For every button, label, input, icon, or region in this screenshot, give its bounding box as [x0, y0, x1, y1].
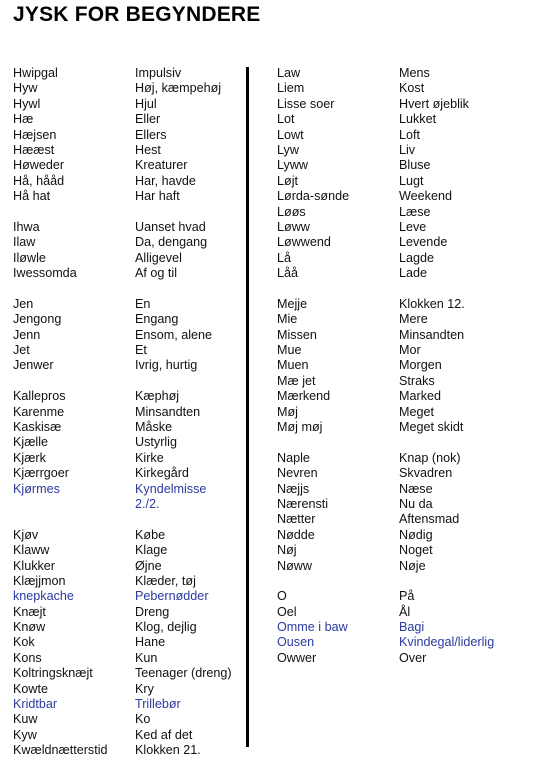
- jysk-word: Knæjt: [13, 604, 46, 619]
- jysk-word: Kuw: [13, 712, 38, 727]
- danish-translation: Hvert øjeblik: [399, 96, 469, 111]
- jysk-word: Kaskisæ: [13, 419, 62, 434]
- danish-translation: Eller: [135, 112, 161, 127]
- jysk-word: Hyw: [13, 81, 38, 96]
- danish-translation: Aftensmad: [399, 512, 460, 527]
- danish-translation: Levende: [399, 235, 448, 250]
- jysk-word: Knøw: [13, 620, 46, 635]
- jysk-word: Jenn: [13, 327, 41, 342]
- danish-translation: På: [399, 589, 415, 604]
- danish-translation: Kirkegård: [135, 466, 189, 481]
- danish-translation: Lagde: [399, 250, 435, 265]
- jysk-word: Nødde: [277, 527, 315, 542]
- danish-translation: Har, havde: [135, 173, 196, 188]
- danish-translation: Straks: [399, 373, 435, 388]
- danish-translation: Loft: [399, 127, 421, 142]
- danish-translation: Dreng: [135, 604, 170, 619]
- danish-translation: Har haft: [135, 189, 180, 204]
- jysk-word: Kjærk: [13, 450, 46, 465]
- danish-translation: Da, dengang: [135, 235, 208, 250]
- danish-translation: Kun: [135, 650, 158, 665]
- jysk-word: Lyww: [277, 158, 309, 173]
- danish-translation: Meget skidt: [399, 419, 464, 434]
- jysk-word: Muen: [277, 358, 309, 373]
- danish-translation: Minsandten: [399, 327, 465, 342]
- page-title: JYSK FOR BEGYNDERE: [13, 3, 261, 26]
- jysk-word: Kjøv: [13, 527, 39, 542]
- column-divider: [246, 67, 249, 747]
- jysk-word: Mue: [277, 343, 302, 358]
- jysk-word: Iwessomda: [13, 266, 77, 281]
- jysk-word: Kons: [13, 650, 42, 665]
- jysk-word: Jengong: [13, 312, 62, 327]
- danish-translation: Hane: [135, 635, 166, 650]
- jysk-word: Koltringsknæjt: [13, 666, 93, 681]
- jysk-word: Lå: [277, 250, 292, 265]
- danish-translation: Kæphøj: [135, 389, 180, 404]
- danish-translation: Næse: [399, 481, 433, 496]
- danish-translation: Bluse: [399, 158, 431, 173]
- jysk-word: O: [277, 589, 287, 604]
- danish-translation: Af og til: [135, 266, 177, 281]
- danish-translation: Kirke: [135, 450, 164, 465]
- danish-translation: Kvindegal/liderlig: [399, 635, 495, 650]
- danish-translation: Liv: [399, 142, 416, 157]
- danish-translation: Alligevel: [135, 250, 182, 265]
- jysk-word: Hæjsen: [13, 127, 57, 142]
- danish-translation: Ko: [135, 712, 151, 727]
- jysk-word: Mie: [277, 312, 298, 327]
- jysk-word: Hywl: [13, 96, 41, 111]
- danish-translation: Kry: [135, 681, 154, 696]
- jysk-word: Hå, hååd: [13, 173, 65, 188]
- jysk-word: Møj møj: [277, 419, 323, 434]
- jysk-word: Møj: [277, 404, 298, 419]
- jysk-word: Kyw: [13, 727, 37, 742]
- danish-translation: Nøje: [399, 558, 426, 573]
- jysk-word: knepkache: [13, 589, 74, 604]
- jysk-word: Klaww: [13, 543, 50, 558]
- danish-translation: Uanset hvad: [135, 219, 206, 234]
- danish-translation: Marked: [399, 389, 441, 404]
- jysk-word: Hæ: [13, 112, 34, 127]
- jysk-word: Nøww: [277, 558, 312, 573]
- jysk-word: Ihwa: [13, 219, 40, 234]
- jysk-word: Nøj: [277, 543, 297, 558]
- jysk-word: Låå: [277, 266, 299, 281]
- danish-translation: Købe: [135, 527, 166, 542]
- jysk-word: Kridtbar: [13, 697, 58, 712]
- danish-translation: Mens: [399, 66, 430, 80]
- danish-translation: Knap (nok): [399, 450, 461, 465]
- jysk-word: Law: [277, 66, 301, 80]
- jysk-word: Kjørmes: [13, 481, 60, 496]
- jysk-word: Nevren: [277, 466, 318, 481]
- danish-translation: Mor: [399, 343, 421, 358]
- jysk-word: Jet: [13, 343, 30, 358]
- jysk-word: Kjærrgoer: [13, 466, 69, 481]
- jysk-word: Løjt: [277, 173, 298, 188]
- jysk-word: Hå hat: [13, 189, 51, 204]
- jysk-word: Nærensti: [277, 496, 329, 511]
- danish-translation: Over: [399, 650, 427, 665]
- danish-translation: Impulsiv: [135, 66, 182, 80]
- jysk-word: Missen: [277, 327, 317, 342]
- jysk-word: Klæjjmon: [13, 573, 66, 588]
- danish-translation: Et: [135, 343, 147, 358]
- jysk-word: Nætter: [277, 512, 316, 527]
- danish-translation: Pebernødder: [135, 589, 209, 604]
- jysk-word: Oel: [277, 604, 297, 619]
- jysk-word: Løwwend: [277, 235, 331, 250]
- jysk-word: Lyw: [277, 142, 299, 157]
- jysk-word: Lowt: [277, 127, 304, 142]
- jysk-word: Løøs: [277, 204, 306, 219]
- danish-translation: Klokken 12.: [399, 296, 465, 311]
- danish-translation: Skvadren: [399, 466, 453, 481]
- danish-translation: En: [135, 296, 151, 311]
- jysk-word: Mærkend: [277, 389, 331, 404]
- jysk-word: Omme i baw: [277, 620, 348, 635]
- jysk-word: Kallepros: [13, 389, 66, 404]
- danish-translation: Lade: [399, 266, 428, 281]
- danish-translation: Hest: [135, 142, 161, 157]
- danish-translation: Nu da: [399, 496, 433, 511]
- jysk-word: Næjjs: [277, 481, 310, 496]
- jysk-word: Mæ jet: [277, 373, 316, 388]
- jysk-word: Jenwer: [13, 358, 54, 373]
- danish-translation: Ked af det: [135, 727, 193, 742]
- jysk-word: Ousen: [277, 635, 315, 650]
- danish-translation: Trillebør: [135, 697, 181, 712]
- danish-translation: Noget: [399, 543, 433, 558]
- danish-translation: Kost: [399, 81, 425, 96]
- jysk-word: Kok: [13, 635, 35, 650]
- jysk-word: Klukker: [13, 558, 55, 573]
- jysk-word: Lørda-sønde: [277, 189, 350, 204]
- danish-translation: Hjul: [135, 96, 157, 111]
- danish-translation: Minsandten: [135, 404, 201, 419]
- danish-translation: Øjne: [135, 558, 162, 573]
- jysk-word: Iløwle: [13, 250, 46, 265]
- danish-translation: Nødig: [399, 527, 433, 542]
- jysk-word: Hææst: [13, 142, 55, 157]
- danish-translation: Klokken 21.: [135, 743, 201, 758]
- jysk-word: Høweder: [13, 158, 65, 173]
- danish-translation: Teenager (dreng): [135, 666, 232, 681]
- danish-translation: Engang: [135, 312, 179, 327]
- danish-translation: Ellers: [135, 127, 167, 142]
- jysk-word: Karenme: [13, 404, 65, 419]
- jysk-word: Owwer: [277, 650, 317, 665]
- danish-translation: Weekend: [399, 189, 452, 204]
- jysk-word: Mejje: [277, 296, 308, 311]
- danish-translation: Meget: [399, 404, 435, 419]
- jysk-word: Kjælle: [13, 435, 48, 450]
- jysk-word: Lot: [277, 112, 295, 127]
- danish-translation: Lukket: [399, 112, 437, 127]
- danish-translation: Mere: [399, 312, 428, 327]
- danish-translation: Høj, kæmpehøj: [135, 81, 222, 96]
- danish-translation: Måske: [135, 419, 173, 434]
- danish-translation: Ensom, alene: [135, 327, 213, 342]
- jysk-word: Kwældnætterstid: [13, 743, 108, 758]
- danish-translation: Ustyrlig: [135, 435, 177, 450]
- danish-translation: Leve: [399, 219, 427, 234]
- jysk-word: Lisse soer: [277, 96, 335, 111]
- jysk-word: Naple: [277, 450, 310, 465]
- jysk-word: Kowte: [13, 681, 49, 696]
- danish-translation: Klæder, tøj: [135, 573, 196, 588]
- danish-translation: Kreaturer: [135, 158, 188, 173]
- jysk-word: Liem: [277, 81, 305, 96]
- danish-translation: Ål: [399, 604, 411, 619]
- danish-translation: Læse: [399, 204, 431, 219]
- jysk-word: Jen: [13, 296, 34, 311]
- danish-translation: Ivrig, hurtig: [135, 358, 198, 373]
- danish-translation: Bagi: [399, 620, 425, 635]
- danish-translation: Klage: [135, 543, 168, 558]
- jysk-word: Hwipgal: [13, 66, 58, 80]
- danish-translation: Kyndelmisse 2./2.: [135, 481, 207, 511]
- jysk-word: Løww: [277, 219, 310, 234]
- danish-translation: Klog, dejlig: [135, 620, 197, 635]
- danish-translation: Lugt: [399, 173, 424, 188]
- danish-translation: Morgen: [399, 358, 442, 373]
- jysk-word: Ilaw: [13, 235, 36, 250]
